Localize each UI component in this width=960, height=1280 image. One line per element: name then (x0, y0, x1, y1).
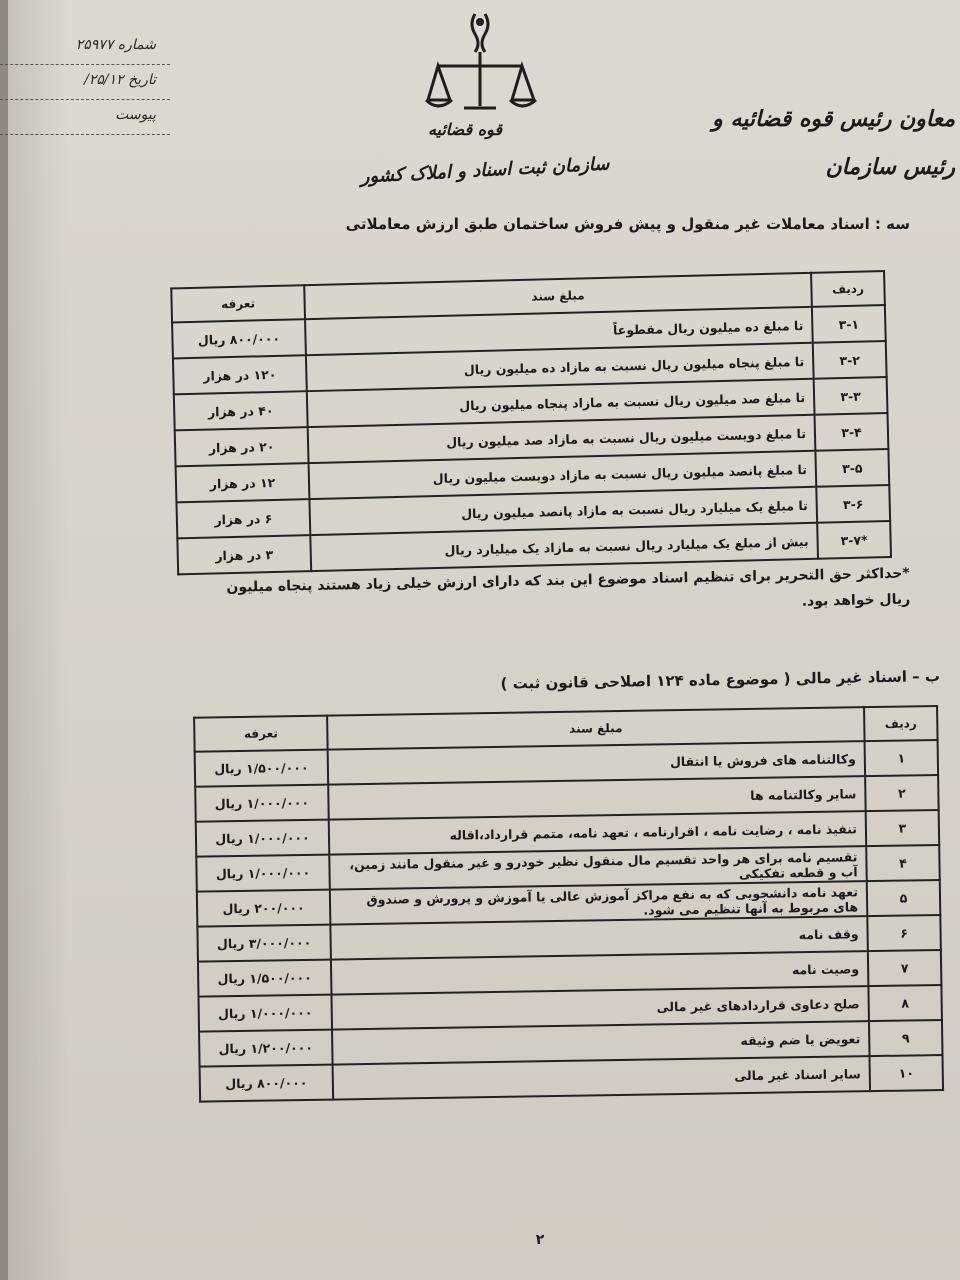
row-description: وقف نامه (330, 916, 867, 959)
header-amount: مبلغ سند (304, 273, 812, 319)
row-description: وصیت نامه (331, 951, 868, 994)
row-description: تا مبلغ صد میلیون ریال نسبت به مازاد پنجاه میلیون ریال (307, 379, 815, 427)
row-index: ۹ (869, 1020, 943, 1056)
row-index: ۵ (867, 880, 941, 916)
row-fee: ۱/۵۰۰/۰۰۰ ریال (198, 960, 332, 997)
row-description: تا مبلغ یک میلیارد ریال نسبت به مازاد پانصد میلیون ریال (309, 487, 817, 535)
letter-date: تاریخ ۲۵/۱۲/ (0, 65, 170, 100)
letter-number: شماره ۲۵۹۷۷ (0, 30, 170, 65)
row-description: تا مبلغ پانصد میلیون ریال نسبت به مازاد دویست میلیون ریال (309, 451, 817, 499)
row-fee: ۱/۵۰۰/۰۰۰ ریال (195, 750, 329, 787)
row-index: ۳-۳ (814, 377, 888, 415)
row-fee: ۱/۰۰۰/۰۰۰ ریال (195, 785, 329, 822)
row-description: بیش از مبلغ یک میلیارد ریال نسبت به مازاد یک میلیارد ریال (310, 523, 818, 571)
header-row-number: ردیف (864, 706, 938, 741)
page-shadow (8, 0, 68, 1280)
organization-label: سازمان ثبت اسناد و املاک کشور (360, 153, 610, 188)
header-fee: تعرفه (194, 716, 328, 752)
section-3-table (170, 270, 892, 575)
row-fee: ۸۰۰/۰۰۰ ریال (200, 1065, 334, 1102)
row-index: ۶ (867, 915, 941, 951)
row-index: ۱۰ (870, 1055, 944, 1091)
row-index: ۳-۲ (813, 341, 887, 379)
footnote-line-2: ریال خواهد بود. (801, 591, 911, 610)
row-index: ۳-۶ (816, 485, 890, 523)
row-description: تا مبلغ دویست میلیون ریال نسبت به مازاد صد میلیون ریال (308, 415, 816, 463)
row-fee: ۱/۰۰۰/۰۰۰ ریال (196, 855, 330, 892)
footnote-line-1: *حداکثر حق التحریر برای تنظیم اسناد موضوع این بند که دارای ارزش خیلی زیاد هستند پنجاه میلیون (226, 565, 910, 596)
row-fee: ۶ در هزار (176, 499, 310, 538)
row-description: سایر وکالتنامه ها (328, 776, 865, 819)
row-fee: ۱/۰۰۰/۰۰۰ ریال (196, 820, 330, 857)
signatory-title (710, 95, 955, 191)
row-index: ۳ (866, 810, 940, 846)
row-fee: ۲۰ در هزار (175, 427, 309, 466)
row-fee: ۳/۰۰۰/۰۰۰ ریال (197, 925, 331, 962)
row-description: صلح دعاوی قراردادهای غیر مالی (331, 986, 868, 1029)
header-fee: تعرفه (171, 285, 305, 322)
row-index: ۳-۵ (815, 449, 889, 487)
row-description: تا مبلغ ده میلیون ریال مقطوعاً (305, 307, 813, 355)
row-fee: ۱۲ در هزار (176, 463, 310, 502)
header-amount: مبلغ سند (327, 707, 864, 749)
row-description: سایر اسناد غیر مالی (333, 1056, 870, 1099)
row-index: ۳-۴ (815, 413, 889, 451)
row-index: ۱ (865, 740, 939, 776)
row-fee: ۱/۲۰۰/۰۰۰ ریال (199, 1030, 333, 1067)
row-index: ۷ (868, 950, 942, 986)
section-b-table (193, 705, 944, 1103)
row-index: ۴ (866, 845, 940, 881)
row-index: *۳-۷ (817, 521, 891, 559)
row-description: وکالتنامه های فروش یا انتقال (328, 741, 865, 784)
row-fee: ۱/۰۰۰/۰۰۰ ریال (198, 995, 332, 1032)
row-description: تعهد نامه دانشجویی که به نفع مراکز آموزش عالی یا آموزش و پرورش و صندوق های مربوط به آنها تنظیم می شود. (330, 881, 867, 924)
row-fee: ۲۰۰/۰۰۰ ریال (197, 890, 331, 927)
row-index: ۲ (865, 775, 939, 811)
row-description: تقسیم نامه برای هر واحد تقسیم مال منقول نظیر خودرو و غیر منقول مانند زمین، آب و قطعه تفکیکی (329, 846, 866, 889)
signatory-line-1: معاون رئیس قوه قضائیه و (712, 106, 955, 132)
row-index: ۸ (868, 985, 942, 1021)
row-fee: ۴۰ در هزار (174, 391, 308, 430)
section-3-title: سه : اسناد معاملات غیر منقول و پیش فروش ساختمان طبق ارزش معاملاتی (345, 215, 910, 233)
row-description: تنفیذ نامه ، رضایت نامه ، اقرارنامه ، تعهد نامه، متمم قرارداد،اقاله (329, 811, 866, 854)
judiciary-emblem-icon (420, 8, 540, 118)
row-fee: ۳ در هزار (177, 535, 311, 574)
section-b-title: ب – اسناد غیر مالی ( موضوع ماده ۱۲۴ اصلاحی قانون ثبت ) (500, 667, 941, 693)
letter-attachment: پیوست (0, 100, 170, 135)
judiciary-label: قوه قضائیه (427, 120, 503, 139)
row-fee: ۱۲۰ در هزار (173, 355, 307, 394)
header-row-number: ردیف (811, 271, 885, 307)
signatory-line-2: رئیس سازمان (825, 154, 955, 180)
page-number: ۲ (535, 1232, 545, 1248)
row-description: تعویض یا ضم وثیقه (332, 1021, 869, 1064)
letter-meta (0, 30, 170, 135)
row-fee: ۸۰۰/۰۰۰ ریال (172, 319, 306, 358)
row-index: ۳-۱ (812, 305, 886, 343)
row-description: تا مبلغ پنجاه میلیون ریال نسبت به مازاد ده میلیون ریال (306, 343, 814, 391)
